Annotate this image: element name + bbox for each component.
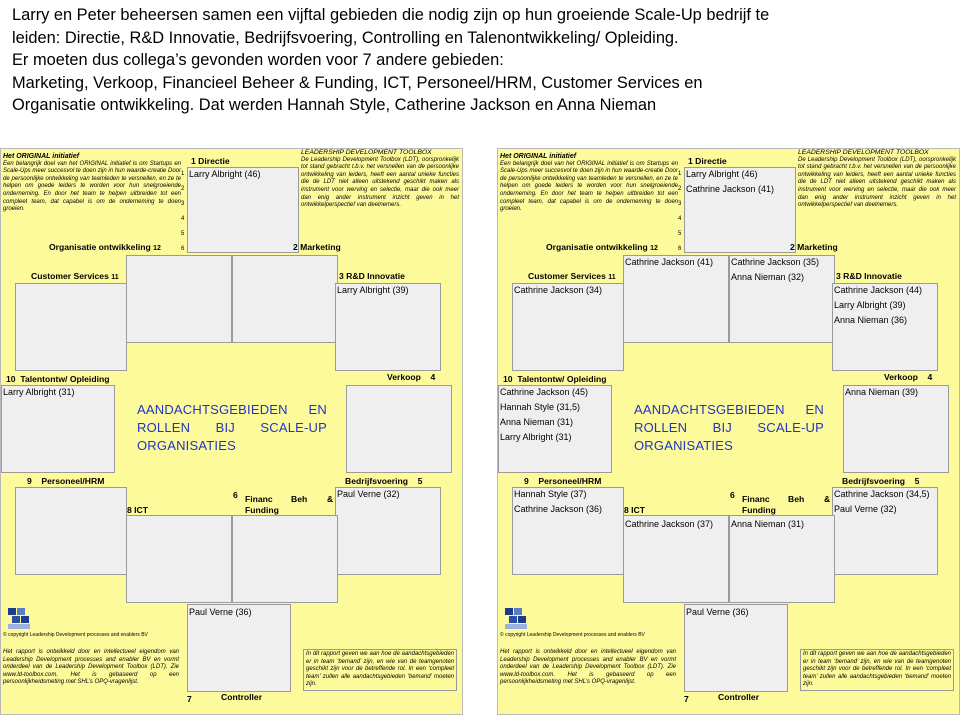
label-financ-c: &: [327, 494, 334, 504]
label-ict: 8 ICT: [127, 505, 149, 515]
label-talent-text: Talentontw/ Opleiding: [20, 374, 110, 384]
ldt-title: LEADERSHIP DEVELOPMENT TOOLBOX: [798, 149, 929, 156]
box-customer: [512, 283, 624, 371]
label-verkoop-text: Verkoop: [884, 372, 918, 382]
box-bedrijfsvoering: [832, 487, 938, 575]
person-entry: Larry Albright (39): [337, 285, 409, 295]
label-financ-d: Funding: [742, 505, 776, 515]
ldt-title: LEADERSHIP DEVELOPMENT TOOLBOX: [301, 149, 432, 156]
label-talent-num: 10: [6, 374, 16, 384]
label-financ-a: Financ: [742, 494, 770, 504]
person-entry: Larry Albright (39): [834, 300, 906, 310]
row-number: 6: [678, 246, 682, 252]
label-personeel: [524, 476, 601, 486]
box-talent: [498, 385, 612, 473]
box-organisatie: [623, 255, 729, 343]
label-organisatie: [49, 242, 161, 252]
person-entry: Larry Albright (46): [189, 169, 261, 179]
original-text: Een belangrijk doel van het ORIGINAL initiatief is om Startups en Scale-Ups meer succesvol te doen zijn in hun waarde-creatie Door de persoonlijke ontwikkeling van teamleden te versnellen, en ze te helpen om goede leiders te worden voor hun snelgroeiende onderneming. En door het team te helpen uitbreiden tot een compleet team, dat capabel is om de onderneming te doen groeien.: [500, 160, 678, 213]
person-entry: Anna Nieman (36): [834, 315, 908, 325]
box-marketing: [729, 255, 835, 343]
box-organisatie: [126, 255, 232, 343]
box-rd: [335, 283, 441, 371]
label-customer-num: 11: [111, 274, 119, 281]
row-number: 2: [678, 186, 682, 192]
ldt-block: [301, 149, 459, 210]
advice-text: In dit rapport geven we aan hoe de aandachtsgebieden er in team ‘bemand’ zijn, en wie van de teamgenoten geschikt zijn voor de betreffende rol. In een ‘compleet team’ zullen alle aandachtsgebieden ‘bemand’ moeten zijn.: [303, 649, 457, 691]
box-bedrijfsvoering: [335, 487, 441, 575]
label-bedrijfsvoering-text: Bedrijfsvoering: [842, 476, 906, 486]
box-financ: [232, 515, 338, 603]
row-number: 1: [181, 171, 185, 177]
box-marketing: [232, 255, 338, 343]
intro-line: Er moeten dus collega’s gevonden worden voor 7 andere gebieden:: [12, 51, 504, 69]
label-personeel-num: 9: [524, 476, 529, 486]
row-number: 6: [181, 246, 185, 252]
person-entry: Cathrine Jackson (35): [731, 257, 820, 267]
report-text: Het rapport is ontwikkeld door en intellectueel eigendom van Leadership Development processes and enabler BV en vormt onderdeel van de Leadership Development Toolbox (LDT). Zie www.ld-toolbox.com. Het is gebaseerd op een persoonlijkheidsmeting met SHL’s OPQ-vragenlijst.: [3, 649, 179, 686]
intro-line: Marketing, Verkoop, Financieel Beheer & Funding, ICT, Personeel/HRM, Customer Services en: [12, 73, 703, 92]
box-talent: [1, 385, 115, 473]
label-customer: [528, 271, 616, 281]
label-talent: [503, 374, 606, 384]
label-organisatie-text: Organisatie ontwikkeling: [546, 242, 648, 252]
intro-line: Larry en Peter beheersen samen een vijftal gebieden die nodig zijn op hun groeiende Scale-Up bedrijf te: [12, 6, 770, 24]
report-text: Het rapport is ontwikkeld door en intellectueel eigendom van Leadership Development processes and enabler BV en vormt onderdeel van de Leadership Development Toolbox (LDT). Zie www.ld-toolbox.com. Het is gebaseerd op een persoonlijkheidsmeting met SHL’s OPQ-vragenlijst.: [500, 649, 676, 686]
person-entry: Cathrine Jackson (34): [514, 285, 603, 295]
label-financ-b: Beh: [291, 494, 308, 504]
person-entry: Paul Verne (36): [189, 607, 252, 617]
person-entry: Anna Nieman (32): [731, 272, 805, 282]
label-financ-c: &: [824, 494, 831, 504]
label-verkoop: [387, 372, 435, 382]
row-number: 4: [678, 216, 682, 222]
label-verkoop-num: 4: [927, 372, 933, 382]
row-number: 2: [181, 186, 185, 192]
person-entry: Larry Albright (46): [686, 169, 758, 179]
box-ict: [126, 515, 232, 603]
box-directie: [684, 167, 796, 253]
label-customer-text: Customer Services: [31, 271, 109, 281]
label-financ-num: 6: [730, 490, 735, 500]
original-initiative-block: [500, 153, 678, 214]
intro-line: Organisatie ontwikkeling. Dat werden Hannah Style, Catherine Jackson en Anna Nieman: [12, 96, 657, 114]
label-financ-a: Financ: [245, 494, 273, 504]
intro-line: leiden: Directie, R&D Innovatie, Bedrijfsvoering, Controlling en Talenontwikkeling/ Opleiding.: [12, 28, 679, 47]
label-personeel: [27, 476, 104, 486]
role-board-2: [497, 148, 960, 715]
label-financ-b: Beh: [788, 494, 805, 504]
label-bedrijfsvoering-text: Bedrijfsvoering: [345, 476, 409, 486]
ldt-logo-icon: [504, 607, 530, 631]
person-entry: Larry Albright (31): [3, 387, 75, 397]
original-title: Het ORIGINAL initiatief: [500, 153, 577, 160]
row-number: 3: [181, 201, 185, 207]
label-controller-num: 7: [187, 694, 192, 704]
person-entry: Cathrine Jackson (34,5): [834, 489, 930, 499]
row-number: 3: [678, 201, 682, 207]
person-entry: Paul Verne (32): [337, 489, 400, 499]
ldt-text: De Leadership Development Toolbox (LDT), oorspronkelijk tot stand gebracht t.b.v. het versnellen van de persoonlijke ontwikkeling van leiders, heeft een aantal unieke functies die de LDT niet alleen uitstekend geschikt maken als instrument voor werving en selectie, maar die ook meer dan enig ander instrument inzicht geven in het ontwikkelperspectief van deelnemers.: [798, 156, 956, 209]
person-entry: Larry Albright (31): [500, 432, 572, 442]
label-talent-text: Talentontw/ Opleiding: [517, 374, 607, 384]
label-marketing: 2 Marketing: [293, 242, 341, 252]
label-verkoop-text: Verkoop: [387, 372, 421, 382]
advice-text: In dit rapport geven we aan hoe de aandachtsgebieden er in team ‘bemand’ zijn, en wie van de teamgenoten geschikt zijn voor de betreffende rol. In een ‘compleet team’ zullen alle aandachtsgebieden ‘bemand’ moeten zijn.: [800, 649, 954, 691]
box-controller: [187, 604, 291, 692]
row-number: 1: [678, 171, 682, 177]
label-customer-num: 11: [608, 274, 616, 281]
label-bedrijfsvoering-num: 5: [914, 476, 920, 486]
box-personeel: [512, 487, 624, 575]
row-number: 5: [678, 231, 682, 237]
label-bedrijfsvoering-num: 5: [417, 476, 423, 486]
person-entry: Cathrine Jackson (36): [514, 504, 603, 514]
label-financ-d: Funding: [245, 505, 279, 515]
label-controller: Controller: [718, 692, 760, 702]
label-bedrijfsvoering: [842, 476, 919, 486]
person-entry: Hannah Style (31,5): [500, 402, 581, 412]
label-directie: 1 Directie: [688, 156, 727, 166]
role-board-1: [0, 148, 463, 715]
person-entry: Anna Nieman (31): [500, 417, 574, 427]
label-organisatie: [546, 242, 658, 252]
label-rd: 3 R&D Innovatie: [339, 271, 405, 281]
person-entry: Anna Nieman (31): [731, 519, 805, 529]
label-directie: 1 Directie: [191, 156, 230, 166]
label-customer: [31, 271, 119, 281]
original-text: Een belangrijk doel van het ORIGINAL initiatief is om Startups en Scale-Ups meer succesvol te doen zijn in hun waarde-creatie Door de persoonlijke ontwikkeling van teamleden te versnellen, en ze te helpen om goede leiders te worden voor hun snelgroeiende onderneming. En door het team te helpen uitbreiden tot een compleet team, dat capabel is om de onderneming te doen groeien.: [3, 160, 181, 213]
label-organisatie-text: Organisatie ontwikkeling: [49, 242, 151, 252]
center-title: AANDACHTSGEBIEDEN EN ROLLEN BIJ SCALE-UP ORGANISATIES: [137, 402, 327, 453]
person-entry: Cathrine Jackson (44): [834, 285, 923, 295]
person-entry: Hannah Style (37): [514, 489, 587, 499]
copyright: © copyright Leadership Development processes and enablers BV: [500, 632, 645, 638]
label-financ-num: 6: [233, 490, 238, 500]
person-entry: Cathrine Jackson (37): [625, 519, 714, 529]
person-entry: Cathrine Jackson (41): [625, 257, 714, 267]
ldt-logo-icon: [7, 607, 33, 631]
label-customer-text: Customer Services: [528, 271, 606, 281]
original-initiative-block: [3, 153, 181, 214]
box-directie: [187, 167, 299, 253]
ldt-block: [798, 149, 956, 210]
box-personeel: [15, 487, 127, 575]
label-ict: 8 ICT: [624, 505, 646, 515]
box-verkoop: [843, 385, 949, 473]
box-customer: [15, 283, 127, 371]
label-talent-num: 10: [503, 374, 513, 384]
person-entry: Paul Verne (36): [686, 607, 749, 617]
label-organisatie-num: 12: [650, 245, 658, 252]
label-controller-num: 7: [684, 694, 689, 704]
row-number: 4: [181, 216, 185, 222]
label-marketing: 2 Marketing: [790, 242, 838, 252]
box-verkoop: [346, 385, 452, 473]
label-personeel-num: 9: [27, 476, 32, 486]
label-verkoop-num: 4: [430, 372, 436, 382]
label-rd: 3 R&D Innovatie: [836, 271, 902, 281]
copyright: © copyright Leadership Development processes and enablers BV: [3, 632, 148, 638]
person-entry: Anna Nieman (39): [845, 387, 919, 397]
original-title: Het ORIGINAL initiatief: [3, 153, 80, 160]
center-title: AANDACHTSGEBIEDEN EN ROLLEN BIJ SCALE-UP ORGANISATIES: [634, 402, 824, 453]
box-rd: [832, 283, 938, 371]
label-talent: [6, 374, 109, 384]
box-controller: [684, 604, 788, 692]
label-verkoop: [884, 372, 932, 382]
person-entry: Paul Verne (32): [834, 504, 897, 514]
label-personeel-text: Personeel/HRM: [538, 476, 602, 486]
person-entry: Cathrine Jackson (45): [500, 387, 589, 397]
intro-text: [12, 4, 952, 117]
row-number: 5: [181, 231, 185, 237]
label-bedrijfsvoering: [345, 476, 422, 486]
ldt-text: De Leadership Development Toolbox (LDT), oorspronkelijk tot stand gebracht t.b.v. het versnellen van de persoonlijke ontwikkeling van leiders, heeft een aantal unieke functies die de LDT niet alleen uitstekend geschikt maken als instrument voor werving en selectie, maar die ook meer dan enig ander instrument inzicht geven in het ontwikkelperspectief van deelnemers.: [301, 156, 459, 209]
label-organisatie-num: 12: [153, 245, 161, 252]
person-entry: Cathrine Jackson (41): [686, 184, 775, 194]
label-controller: Controller: [221, 692, 263, 702]
label-personeel-text: Personeel/HRM: [41, 476, 105, 486]
